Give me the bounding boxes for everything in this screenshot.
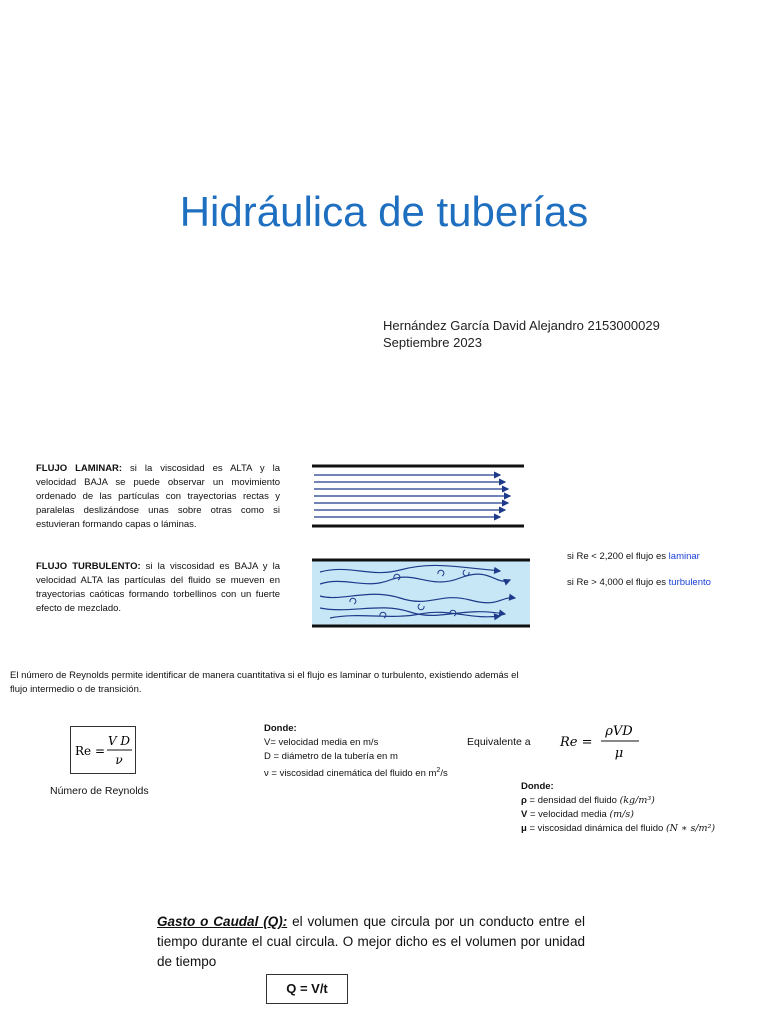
flow-rate-text: el volumen que circula por un conducto entre el tiempo durante el cual circula. O mejor dicho es el volumen por unidad de tiempo (157, 914, 585, 969)
laminar-body: si la viscosidad es ALTA y la velocidad BAJA se puede observar un movimiento ordenado de las partículas con trayectorias rectas y paralelas deslizándose unas sobre otras como si estuvieran formando capas o láminas. (36, 463, 280, 530)
flow-rate-definition (157, 912, 585, 972)
formula-numerator: V D (107, 734, 131, 748)
rule-laminar: si Re < 2,200 el flujo es laminar (567, 551, 700, 562)
formula2-denominator: μ (614, 746, 624, 761)
rule-turbulent: si Re > 4,000 el flujo es turbulento (567, 577, 711, 588)
reynolds-formula-dynamic (557, 718, 647, 764)
turbulent-body: si la viscosidad es BAJA y la velocidad ALTA las partículas del fluido se mueven en trayectorias caóticas formando torbellinos con un fuerte efecto de mezclado. (36, 561, 280, 614)
formula2-numerator: ρVD (605, 724, 633, 739)
reynolds-rules (567, 544, 711, 596)
turbulent-flow-diagram (310, 556, 532, 630)
reynolds-intro: El número de Reynolds permite identificar de manera cuantitativa si el flujo es laminar o turbulento, existiendo además el flujo intermedio o de transición. (10, 670, 519, 695)
document-title: Hidráulica de tuberías (179, 188, 589, 236)
laminar-label: FLUJO LAMINAR: (36, 463, 123, 474)
variables-kinematic (264, 722, 454, 781)
donde-heading: Donde: (264, 723, 297, 734)
formula-caption: Número de Reynolds (50, 785, 149, 797)
formula-lhs: Re = (75, 744, 106, 758)
var-diameter: D = diámetro de la tubería en m (264, 751, 398, 762)
turbulent-keyword: turbulento (668, 577, 711, 588)
laminar-keyword: laminar (668, 551, 700, 562)
var-mean-velocity: V = velocidad media (m/s) (521, 809, 634, 820)
formula-denominator: ν (115, 753, 123, 767)
author-name: Hernández García David Alejandro 2153000029 (383, 318, 660, 333)
var-dynamic-viscosity: μ = viscosidad dinámica del fluido (N ∗ s/m²) (521, 823, 716, 834)
var-density: ρ = densidad del fluido (kg/m³) (521, 795, 655, 806)
var-velocity: V= velocidad media en m/s (264, 737, 379, 748)
reynolds-formula (71, 727, 135, 773)
laminar-description (36, 462, 280, 532)
flow-rate-term: Gasto o Caudal (Q): (157, 914, 288, 929)
equivalent-label: Equivalente a (467, 736, 531, 748)
turbulent-label: FLUJO TURBULENTO: (36, 561, 141, 572)
author-block (383, 317, 660, 351)
laminar-flow-diagram (310, 462, 526, 530)
var-viscosity: ν = viscosidad cinemática del fluido en $m^2/s$ (264, 767, 448, 780)
turbulent-description (36, 560, 280, 616)
reynolds-formula-box (70, 726, 136, 774)
document-date: Septiembre 2023 (383, 335, 483, 350)
variables-dynamic (521, 780, 751, 836)
donde2-heading: Donde: (521, 781, 554, 792)
formula2-lhs: Re = (560, 735, 593, 750)
flow-rate-formula: Q = V/t (266, 974, 348, 1004)
